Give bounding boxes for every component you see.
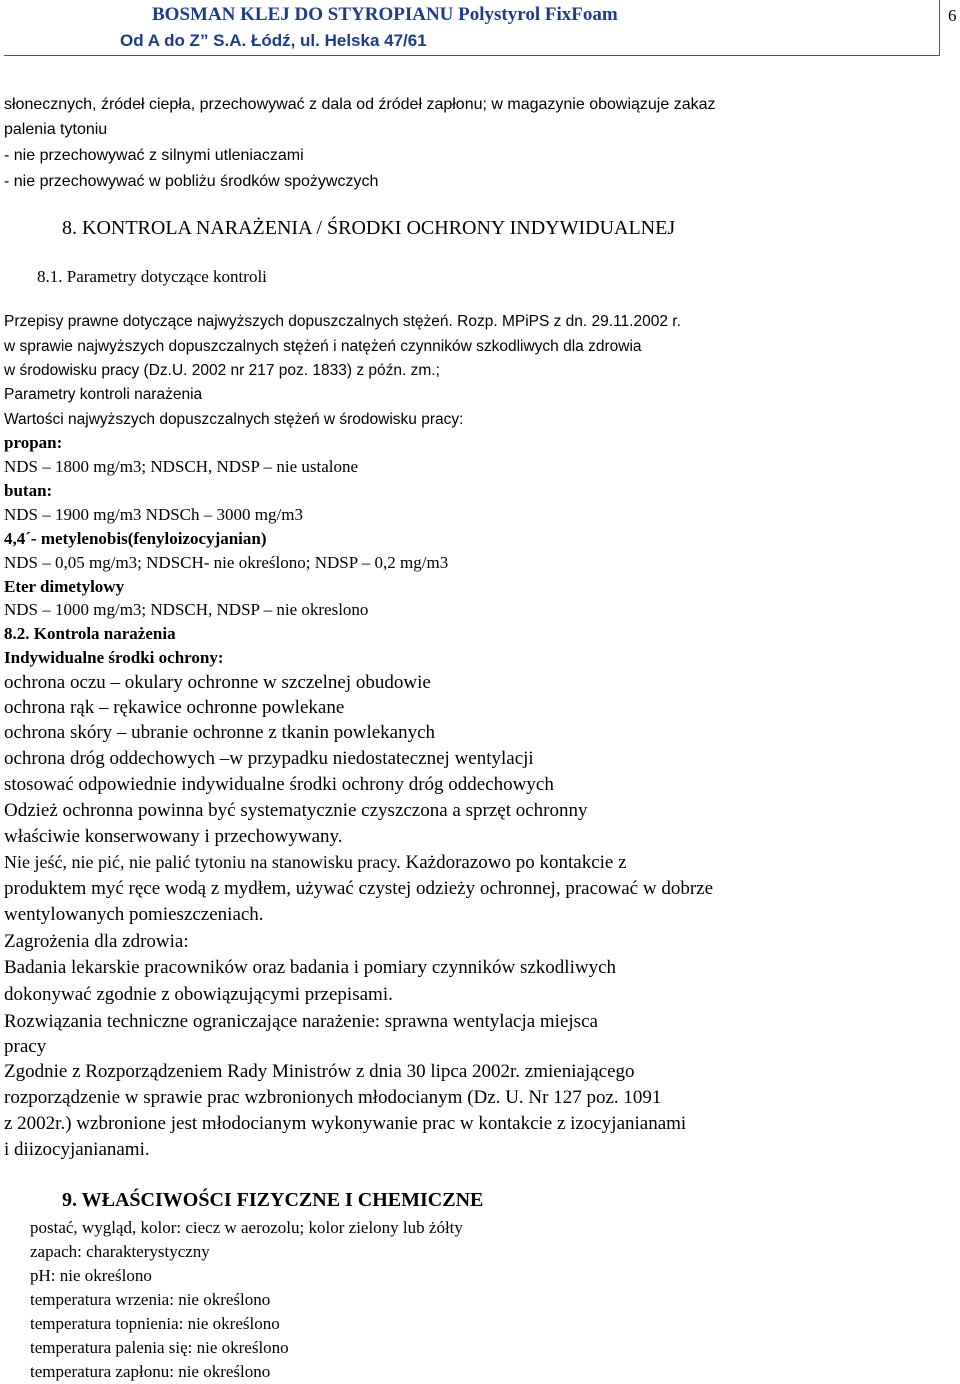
section-8-2-heading: 8.2. Kontrola narażenia: [4, 624, 176, 643]
health-line: dokonywać zgodnie z obowiązującymi przepisami.: [4, 984, 393, 1005]
substance-value: NDS – 0,05 mg/m3; NDSCH- nie określono; NDSP – 0,2 mg/m3: [4, 553, 449, 572]
ppe-heading: Indywidualne środki ochrony:: [4, 648, 224, 667]
substance-name: propan:: [4, 433, 63, 452]
document-header-title: BOSMAN KLEJ DO STYROPIANU Polystyrol FixFoam: [152, 4, 618, 25]
substance-value: NDS – 1000 mg/m3; NDSCH, NDSP – nie okreslono: [4, 600, 369, 619]
property-line: zapach: charakterystyczny: [30, 1242, 210, 1261]
property-line: postać, wygląd, kolor: ciecz w aerozolu; kolor zielony lub żółty: [30, 1218, 463, 1237]
ppe-item: właściwie konserwowany i przechowywany.: [4, 826, 343, 847]
values-label: Wartości najwyższych dopuszczalnych stężeń w środowisku pracy:: [4, 411, 464, 428]
ppe-item: ochrona skóry – ubranie ochronne z tkanin powlekanych: [4, 722, 436, 743]
section-9-heading: 9. WŁAŚCIWOŚCI FIZYCZNE I CHEMICZNE: [62, 1189, 484, 1211]
youth-regulation-line: i diizocyjanianami.: [4, 1139, 150, 1160]
substance-name: butan:: [4, 481, 53, 500]
property-line: temperatura wrzenia: nie określono: [30, 1290, 271, 1309]
hygiene-line: wentylowanych pomieszczeniach.: [4, 904, 264, 925]
ppe-item: Odzież ochronna powinna być systematycznie czyszczona a sprzęt ochronny: [4, 800, 588, 821]
health-heading: Zagrożenia dla zdrowia:: [4, 931, 189, 952]
substance-name: 4,4´- metylenobis(fenyloizocyjanian): [4, 529, 267, 548]
substance-value: NDS – 1900 mg/m3 NDSCh – 3000 mg/m3: [4, 505, 303, 524]
property-line: temperatura palenia się: nie określono: [30, 1338, 289, 1357]
ppe-item: ochrona oczu – okulary ochronne w szczelnej obudowie: [4, 672, 431, 693]
health-line: Badania lekarskie pracowników oraz badania i pomiary czynników szkodliwych: [4, 957, 617, 978]
header-divider: [4, 55, 940, 56]
ppe-item: ochrona rąk – rękawice ochronne powlekane: [4, 697, 345, 718]
technical-line: pracy: [4, 1036, 47, 1057]
storage-line: - nie przechowywać w pobliżu środków spożywczych: [4, 173, 379, 190]
hygiene-text-small: Nie jeść, nie pić, nie palić tytoniu na stanowisku pracy.: [4, 852, 401, 872]
hygiene-line: produktem myć ręce wodą z mydłem, używać czystej odzieży ochronnej, pracować w dobrze: [4, 878, 714, 899]
property-line: temperatura zapłonu: nie określono: [30, 1362, 271, 1381]
legal-text: w sprawie najwyższych dopuszczalnych stężeń i natężeń czynników szkodliwych dla zdrowia: [4, 338, 642, 355]
page-number-divider: [939, 0, 940, 56]
youth-regulation-line: z 2002r.) wzbronione jest młodocianym wykonywanie prac w kontakcie z izocyjanianami: [4, 1113, 687, 1134]
youth-regulation-line: Zgodnie z Rozporządzeniem Rady Ministrów z dnia 30 lipca 2002r. zmieniającego: [4, 1061, 635, 1082]
storage-line: palenia tytoniu: [4, 121, 108, 138]
section-8-heading: 8. KONTROLA NARAŻENIA / ŚRODKI OCHRONY INDYWIDUALNEJ: [62, 217, 676, 239]
document-header-address: Od A do Z” S.A. Łódź, ul. Helska 47/61: [120, 31, 427, 50]
legal-text: w środowisku pracy (Dz.U. 2002 nr 217 poz. 1833) z późn. zm.;: [4, 362, 440, 379]
legal-text: Przepisy prawne dotyczące najwyższych dopuszczalnych stężeń. Rozp. MPiPS z dn. 29.11.2002 r.: [4, 313, 681, 330]
params-label: Parametry kontroli narażenia: [4, 386, 203, 403]
property-line: temperatura topnienia: nie określono: [30, 1314, 280, 1333]
section-8-1-heading: 8.1. Parametry dotyczące kontroli: [37, 267, 267, 286]
hygiene-line: [4, 852, 627, 874]
ppe-item: ochrona dróg oddechowych –w przypadku niedostatecznej wentylacji: [4, 748, 534, 769]
storage-line: słonecznych, źródeł ciepła, przechowywać z dala od źródeł zapłonu; w magazynie obowiązuje zakaz: [4, 96, 716, 113]
youth-regulation-line: rozporządzenie w sprawie prac wzbronionych młodocianym (Dz. U. Nr 127 poz. 1091: [4, 1087, 662, 1108]
substance-name: Eter dimetylowy: [4, 577, 125, 596]
technical-line: Rozwiązania techniczne ograniczające narażenie: sprawna wentylacja miejsca: [4, 1011, 598, 1032]
hygiene-text: Każdorazowo po kontakcie z: [400, 852, 627, 873]
property-line: pH: nie określono: [30, 1266, 152, 1285]
page-number: 6: [948, 6, 957, 25]
ppe-item: stosować odpowiednie indywidualne środki ochrony dróg oddechowych: [4, 774, 554, 795]
storage-line: - nie przechowywać z silnymi utleniaczami: [4, 147, 304, 164]
substance-value: NDS – 1800 mg/m3; NDSCH, NDSP – nie ustalone: [4, 457, 359, 476]
